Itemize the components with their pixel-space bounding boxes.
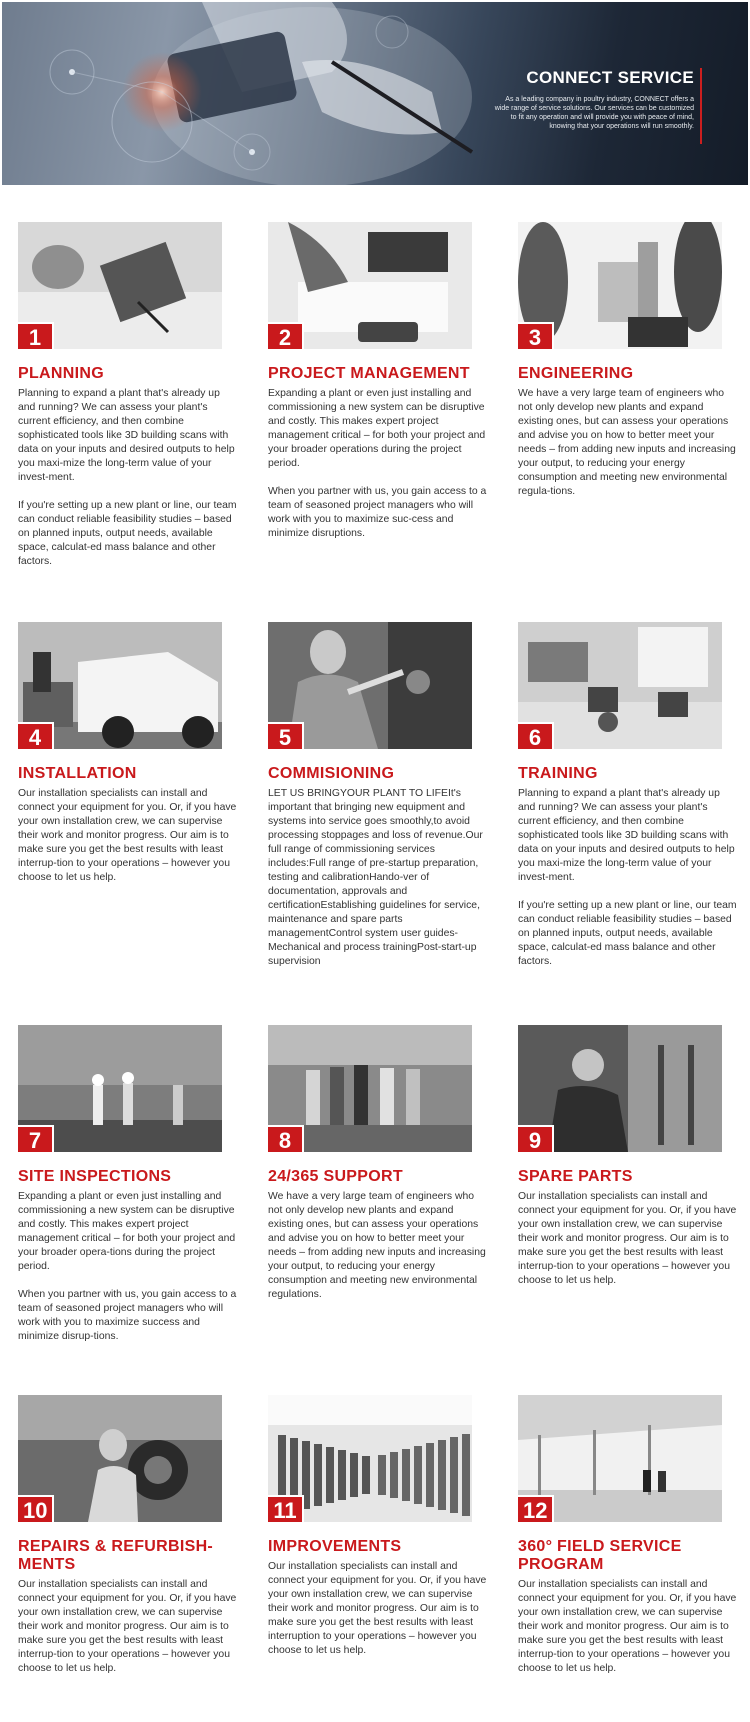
service-photo: [268, 1395, 472, 1522]
service-description: We have a very large team of engineers who not only develop new plants and expand existing ones, but can assess your operations and advise you on how to better meet your needs – from adding new inputs and increasing your output, to reducing your energy consumption and meeting new environmental regulations.: [268, 1191, 486, 1300]
service-title: INSTALLATION: [18, 765, 137, 782]
service-card-2: [268, 222, 490, 541]
service-description: We have a very large team of engineers who not only develop new plants and expand existing ones, but can assess your operations and advise you on how to better meet your needs – from adding new inputs and increasing your output, to reducing your energy consumption and meeting new environmental regula-tions.: [518, 388, 736, 497]
service-number-badge: 2: [268, 322, 304, 349]
hero-title: CONNECT SERVICE: [526, 68, 694, 87]
service-card-9: [518, 1025, 740, 1288]
service-number-badge: 9: [518, 1125, 554, 1152]
service-title: COMMISIONING: [268, 765, 395, 782]
service-number-badge: 7: [18, 1125, 54, 1152]
service-photo: [268, 222, 472, 349]
service-number-badge: 8: [268, 1125, 304, 1152]
service-photo: [518, 222, 722, 349]
service-number-badge: 1: [18, 322, 54, 349]
service-photo: [18, 622, 222, 749]
service-description: Our installation specialists can install and connect your equipment for you. Or, if you have your own installation crew, we can supervise their work and monitor progress. Our aim is to make sure you get the best results with least interrup-tion to your operations – however you choose to let us help.: [18, 1579, 237, 1674]
service-card-11: [268, 1395, 490, 1658]
service-title: TRAINING: [518, 765, 598, 782]
service-description: Our installation specialists can install and connect your equipment for you. Or, if you have your own installation crew, we can supervise their work and monitor progress. Our aim is to make sure you get the best results with least interrup-tion to your operations – however you choose to let us help.: [518, 1579, 737, 1674]
service-number-badge: 10: [18, 1495, 54, 1522]
service-number-badge: 12: [518, 1495, 554, 1522]
hero-banner: [2, 2, 748, 185]
service-photo: [518, 622, 722, 749]
service-description: Expanding a plant or even just installing and commissioning a new system can be disruptive and costly. This makes expert project management critical – for both your project and your broader operations during the project period. When you partner with us, you gain access to a team of seasoned project managers who will work with you to maximize suc-cess and minimize disruptions.: [268, 388, 487, 539]
service-title: REPAIRS & REFURBISH-MENTS: [18, 1538, 214, 1573]
service-title: PLANNING: [18, 365, 104, 382]
service-title: IMPROVEMENTS: [268, 1538, 402, 1555]
service-title: SITE INSPECTIONS: [18, 1168, 172, 1185]
service-card-12: [518, 1395, 740, 1676]
service-description: Planning to expand a plant that's already up and running? We can assess your plant's current efficiency, and then combine sophisticated tools like 3D building scans with data on your inputs and desired outputs to help you maxi-mize the long-term value of your invest-ment. If you're setting up a new plant or line, our team can conduct reliable feasibility studies – based on planned inputs, output needs, available space, calculat-ed mass balance and other factors.: [18, 388, 237, 567]
service-number-badge: 3: [518, 322, 554, 349]
service-number-badge: 11: [268, 1495, 304, 1522]
service-card-7: [18, 1025, 240, 1344]
service-photo: [18, 222, 222, 349]
service-photo: [18, 1025, 222, 1152]
service-description: LET US BRINGYOUR PLANT TO LIFEIt's important that bringing new equipment and systems into service goes smoothly,to avoid processing stoppages and loss of revenue.Our full range of commissioning services includes:Full range of pre-startup preparation, testing and calibrationHando-ver of documentation, approvals and certificationEstablishing guidelines for service, maintenance and spare parts managementControl system user guides-Mechanical and process trainingPost-start-up supervision: [268, 788, 483, 967]
service-card-10: [18, 1395, 240, 1676]
service-photo: [518, 1025, 722, 1152]
hero-description: As a leading company in poultry industry, CONNECT offers a wide range of service solutions. Our services can be customized to fit any operation and will provide you with peace of mind, knowing that your operations will run smoothly.: [494, 96, 694, 130]
service-description: Our installation specialists can install and connect your equipment for you. Or, if you have your own installation crew, we can supervise their work and monitor progress. Our aim is to make sure you get the best results with least interrup-tion to your operations – however you choose to let us help.: [518, 1191, 737, 1286]
service-title: ENGINEERING: [518, 365, 634, 382]
service-photo: [18, 1395, 222, 1522]
service-photo: [268, 1025, 472, 1152]
service-description: Our installation specialists can install and connect your equipment for you. Or, if you have your own installation crew, we can supervise their work and monitor progress. Our aim is to make sure you get the best results with least interruption to your operations – however you choose to let us help.: [268, 1561, 487, 1656]
service-title: 360° FIELD SERVICE PROGRAM: [518, 1538, 682, 1573]
service-card-1: [18, 222, 240, 569]
service-number-badge: 4: [18, 722, 54, 749]
service-number-badge: 5: [268, 722, 304, 749]
service-title: SPARE PARTS: [518, 1168, 633, 1185]
service-card-3: [518, 222, 740, 499]
hero-image: [2, 2, 748, 185]
service-photo: [518, 1395, 722, 1522]
service-title: 24/365 SUPPORT: [268, 1168, 403, 1185]
service-description: Our installation specialists can install and connect your equipment for you. Or, if you have your own installation crew, we can supervise their work and monitor progress. Our aim is to make sure you get the best results with least interrup-tion to your operations – however you choose to let us help.: [18, 788, 237, 883]
service-photo: [268, 622, 472, 749]
service-card-5: [268, 622, 490, 969]
service-description: Planning to expand a plant that's already up and running? We can assess your plant's current efficiency, and then combine sophisticated tools like 3D building scans with data on your inputs and desired outputs to help you maxi-mize the long-term value of your invest-ment. If you're setting up a new plant or line, our team can conduct reliable feasibility studies – based on planned inputs, output needs, available space, calculat-ed mass balance and other factors.: [518, 788, 737, 967]
hero-accent-bar: [700, 68, 702, 144]
service-card-8: [268, 1025, 490, 1302]
service-card-4: [18, 622, 240, 885]
service-title: PROJECT MANAGEMENT: [268, 365, 470, 382]
service-number-badge: 6: [518, 722, 554, 749]
service-card-6: [518, 622, 740, 969]
service-description: Expanding a plant or even just installing and commissioning a new system can be disruptive and costly. This makes expert project management critical – for both your project and your broader opera-tions during the project period. When you partner with us, you gain access to a team of seasoned project managers who will work with you to maximize success and minimize disrup-tions.: [18, 1191, 237, 1342]
